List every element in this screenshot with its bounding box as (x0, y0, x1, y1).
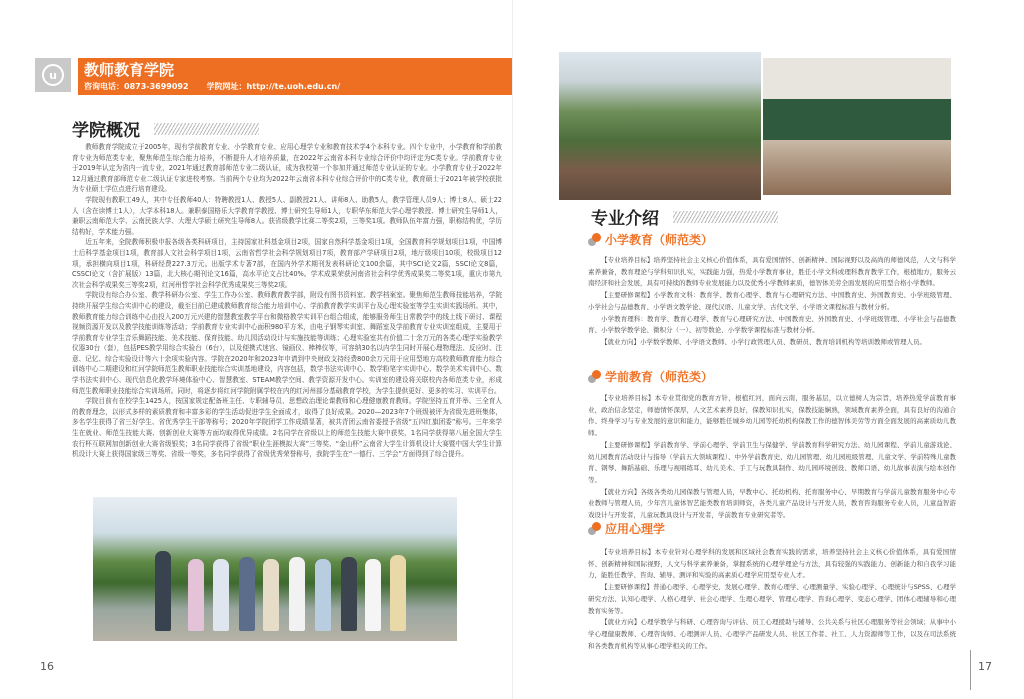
paragraph: 【专业培养目标】培养坚持社会主义核心价值体系，具有爱国情怀、创新精神、国际视野以及高尚的师德风范，人文与科学素养兼备，教育理论与学科知识扎实，实践能力强，热爱小学教育事业，胜任小学文科或理科教育教学工作，根植地方，服务云南经济和社会发展，具有可持续的教师专业发展能力以及优秀小学教师素质，德智体美劳全面发展的应用型合格小学教师。 (588, 256, 956, 288)
children-photo (559, 52, 761, 200)
page-number: 16 (40, 660, 54, 673)
paragraph: 教师教育学院成立于2005年，现有学前教育专业、小学教育专业、应用心理学专业和教育技术学4个本科专业。四个专业中，小学教育和学前教育专业为师范类专业，聚焦师范生综合能力培养，不断提升人才培养质量，在2022年云南省本科专业综合评价中均评定为C类专业。学前教育专业于2019年认定为省内一流专业，2021年通过教育部师范专业二级认证，成为我校第一个参加并通过师范专业认证的专业。小学教育专业于2022年12月通过教育部师范专业二级认证专家进校考察。当前两个专业均为2022年云南省本科专业综合评价中的C类专业，教育硕士于2021年被学校获批为专业硕士学位点进行培育建设。 (72, 143, 502, 194)
paragraph: 【就业方向】心理学教学与科研、心理咨询与评估、员工心理援助与辅导、公共关系与社区心理服务等社会领域；从事中小学心理健康教师、心理咨询师、心理测评人员、心理学产品研发人员、社区工作者、社工、人力资源师等工作，以及在司法系统和各类教育机构等从事心理学相关的工作。 (588, 618, 956, 650)
paragraph: 【就业方向】各级各类幼儿园保教与管理人员，早教中心、托幼机构、托育服务中心、早期教育与学前儿童教育服务中心专业教师与管理人员，少年宫儿童体智艺能类教育培训师资，各类儿童产品设计与开发人员，教育咨询服务专业人员，儿童益智游戏设计与开发者，儿童玩教具设计与开发者，学前教育专业研究者等。 (588, 487, 956, 520)
paragraph: 【专业培养目标】本专业贯彻党的教育方针，根植红河，面向云南，服务基层，以立德树人为宗旨，培养热爱学前教育事业，政治信念坚定，师德情怀深厚，人文艺术素养良好，保教知识扎实，保教技能娴熟，领域教育素养全面，具有良好的沟通合作、终身学习与专业发展的意识和能力，能够胜任城乡幼儿园等托幼机构保教工作的德智体美劳等方面全面发展的高素质幼儿教师。 (588, 394, 956, 438)
overview-body (72, 142, 502, 487)
website-link[interactable]: 学院网址：http://te.uoh.edu.cn/ (206, 82, 341, 91)
hatch-decoration (673, 211, 778, 223)
overview-heading: 学院概况 (72, 116, 259, 141)
majors-heading: 专业介绍 (591, 204, 778, 229)
page-divider (970, 650, 971, 690)
bullet-icon (588, 522, 601, 535)
hatch-decoration (154, 123, 259, 135)
college-title: 教师教育学院 (84, 61, 175, 79)
bullet-icon (588, 233, 601, 246)
paragraph: 学院目前有在校学生1425人，按国家规定配备班主任、专职辅导员、思想政治理论课教师和心理健康教育教师。学院坚持五育并举、三全育人的教育理念，以形式多样的素质教育和丰富多彩的学生活动促进学生全面成才，取得了良好成果。2020—2023年7个班级被评为省级先进班集体，多名学生获得了省三好学生、省优秀学生干部等称号；2020年学院团学工作成绩显著，被共青团云南省委授予省级“五四红旗团委”称号。三年来学生在就业、师范生技能大赛、创新创业大赛等方面均取得优异成绩。2名同学在省级以上的师范生技能大赛中获奖，1名同学获得第八届全国大学生农行杯互联网加创新创业大赛省级银奖；3名同学获得了省级“职业生涯模拟大赛”三等奖、“金山杯”云南省大学生计算机设计大赛暨中国大学生计算机设计大赛上获得国家级三等奖、省级一等奖，多名同学获得了省级优秀荣誉称号，我院学生在“一德行、三学会”方面得到了综合提升。 (72, 397, 502, 459)
phone: 咨询电话：0873-3699092 (84, 82, 189, 91)
paragraph: 【就业方向】小学数学教师、小学语文教师、小学行政管理人员、教研员、教育培训机构等培训教师或管理人员。 (601, 337, 926, 346)
page-number: 17 (978, 660, 992, 673)
major-body-psychology (588, 547, 956, 652)
major-heading-primary: 小学教育（师范类） (588, 231, 713, 248)
group-photo (93, 497, 457, 641)
paragraph: 小学教育理科：教育学、教育心理学、教育与心理研究方法、中国教育史、外国教育史、小学班级管理、小学社会与品德教育、小学数学教学论、微积分（一）、初等数论、小学数学课程标准与教材分析。 (588, 314, 956, 335)
major-heading-preschool: 学前教育（师范类） (588, 368, 713, 385)
paragraph: 【专业培养目标】本专业针对心理学科的发展和区域社会教育实践的需求，培养坚持社会主义核心价值体系，具有爱国情怀、创新精神和国际视野，人文与科学素养兼备，掌握系统的心理学理论与方法，具有较强的实践能力、创新能力和自我学习能力，能胜任教学、咨询、辅导、测评和实验的高素质心理学应用型专业人才。 (588, 548, 956, 580)
paragraph: 近五年来，全院教师积极申报各级各类科研项目，主持国家社科基金项目2项，国家自然科学基金项目1项，全国教育科学规划项目1项，中国博士后科学基金项目1项，教育部人文社会科学项目1项，云南省哲学社会科学规划项目7项，教育部产学研项目2项，地厅级项目10项，校级项目12项，承担横向项目1项，科研经费227.3万元。出版学术专著7部，在国内外学术期刊发表科研论文100余篇，其中SCI论文2篇，SSCI论文8篇，CSSCI论文（含扩展版）13篇，北大核心期刊论文16篇，高水平论文占比40%。学术成果荣获河南省社会科学优秀成果奖二等奖1项，重庆市第九次社会科学成果奖三等奖2项，红河州哲学社会科学优秀成果奖三等奖2项。 (72, 238, 502, 289)
paragraph: 【主要研修课程】小学教育文科：教育学、教育心理学、教育与心理研究方法、中国教育史、外国教育史、小学班级管理、小学社会与品德教育、小学语文教学论、现代汉语、儿童文学、古代文学、小学语文课程标准与教材分析。 (588, 291, 956, 311)
paragraph: 【主要研修课程】普通心理学、心理学史、发展心理学、教育心理学、心理测量学、实验心理学、心理统计与SPSS、心理学研究方法、认知心理学、人格心理学、社会心理学、生理心理学、管理心理学、咨询心理学、变态心理学、团体心理辅导和心理教育实务等。 (588, 583, 956, 615)
major-heading-psychology: 应用心理学 (588, 520, 665, 537)
major-body-primary (588, 255, 956, 349)
header-bar (78, 58, 514, 95)
college-logo: u (35, 58, 71, 92)
major-body-preschool (588, 393, 956, 522)
bullet-icon (588, 370, 601, 383)
classroom-photo (763, 58, 951, 195)
paragraph: 【主要研修课程】学前教育学、学前心理学、学前卫生与保健学、学前教育科学研究方法、幼儿园课程、学前儿童游戏论、幼儿园教育活动设计与指导（学前五大领域课程）、中外学前教育史、幼儿园管理、幼儿园班级管理、儿童文学、学前特殊儿童教育、钢琴、舞蹈基础、乐理与视唱练耳、幼儿美术、手工与玩教具制作、幼儿园环境创设、教师口语、幼儿故事表演与绘本创作等。 (588, 440, 956, 484)
paragraph: 学院设有综合办公室、教学科研办公室、学生工作办公室、教师教育教学部，附设有图书资料室、教学档案室。聚焦师范生教师技能培养，学院持续开展学生综合实训中心的建设，截至目前已建成教师教育综合能力培训中心、学前教育教学实训平台及心理实验室等学生实训实践场所。其中，教师教育能力综合训练中心由投入200万元兴建的智慧教室教学平台和微格教学实训平台组合组成，能够服务师生日常教学中的线上线下研讨、课程视频资源开发以及教学技能训练等活动；学前教育专业实训中心面积980平方米，由电子钢琴实训室、舞蹈室及学前教育专业实训室组成，主要用于学前教育专业学生音乐舞蹈技能、美术技能、保育技能、幼儿园活动设计与实施技能等训练；心理实验室共有价值二十余万元的各类心理学实验教学仪器30台（套），包括PES教学用综合实验台（6台），以及便携式迷宫、镜画仪、棒棒仪等，可容纳30名以内学生同时开展心理物理法、反应时、注意、记忆、综合实验设计等六十余项实验内容。学院在2020年和2023年申请到中央财政支持经费800余万元用于应用型地方高校教师教育能力综合训练中心二期建设和红河学院师范生教师职业技能综合实训基地建设，内容包括，数学书法实训中心、数学粉笔字实训中心、数学美术实训中心、数学书法实训中心、现代信息化教学环境体验中心、智慧教室、STEAM教学空间、教学资源开发中心。实训室的建设将关联校内各师范类专业，形成师范生教师职业技能综合实训场所。同时，将逐步将红河学院附属学校在内的红河州部分基础教育学校，为学生提供更好、更多的实习、实训平台。 (72, 291, 502, 395)
paragraph: 学院现有教职工49人，其中专任教师40人：特聘教授1人、教授5人、副教授21人、讲师8人、助教5人，教学管理人员9人；博士8人、硕士22人（含在读博士1人），大学本科18人。兼职泰国格乐大学教育学教授、博士研究生导师1人，专职华东师范大学心理学教授、博士研究生导师1人，兼职云南师范大学、云南民族大学、大理大学硕士研究生导师8人。获省级教学比赛二等奖2项，三等奖1项。教师队伍年富力强，职称结构优，学历结构好，学术能力强。 (72, 195, 502, 236)
